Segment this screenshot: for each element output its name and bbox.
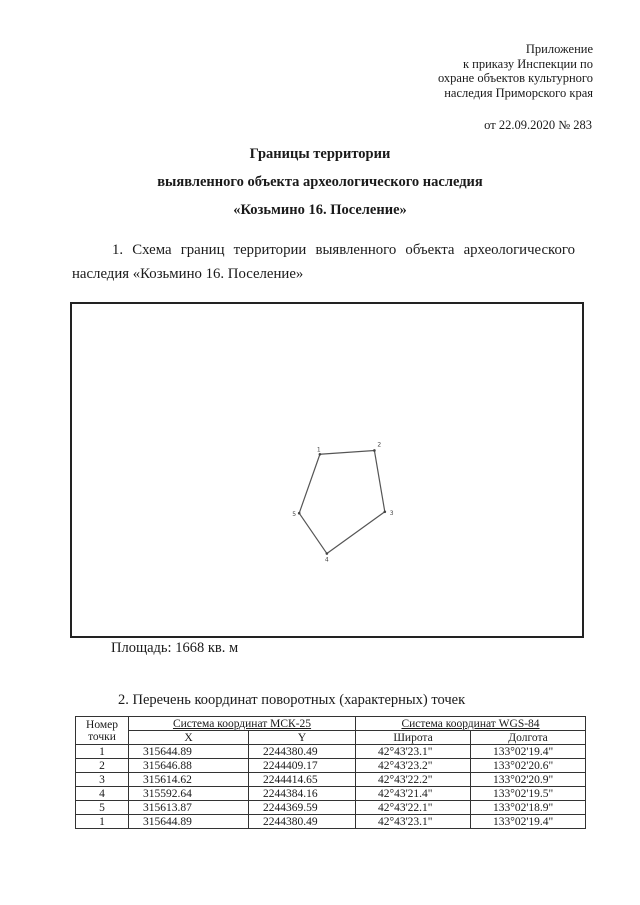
cell-x: 315644.89 <box>129 745 249 759</box>
table-row <box>76 745 586 759</box>
title-line-2: выявленного объекта археологического наследия <box>157 174 483 190</box>
title-line-3: «Козьмино 16. Поселение» <box>233 202 407 218</box>
cell-num: 2 <box>76 759 129 773</box>
boundary-vertex <box>326 552 329 555</box>
cell-y: 2244384.16 <box>249 787 356 801</box>
vertex-label: 3 <box>389 509 394 517</box>
coordinates-table <box>75 716 586 829</box>
wgs-header-label: Система координат WGS-84 <box>401 717 540 730</box>
table-row <box>76 815 586 829</box>
table-row <box>76 773 586 787</box>
header-line: к приказу Инспекции по <box>462 56 593 71</box>
boundary-vertex <box>384 510 387 513</box>
msk-header <box>129 717 356 731</box>
cell-y: 2244409.17 <box>249 759 356 773</box>
section-1-label: 1. Схема границ территории выявленного объекта археологического наследия «Козьмино 16. Поселение» <box>72 242 575 282</box>
cell-x: 315592.64 <box>129 787 249 801</box>
col-x-header: X <box>129 731 249 745</box>
cell-lat: 42°43'21.4" <box>356 787 471 801</box>
cell-lon: 133°02'19.4" <box>471 815 586 829</box>
cell-lon: 133°02'19.4" <box>471 745 586 759</box>
num-header-line-2: точки <box>88 730 116 743</box>
section-1-text <box>72 238 575 286</box>
col-lon-header: Долгота <box>471 731 586 745</box>
table-row <box>76 787 586 801</box>
col-y-header: Y <box>249 731 356 745</box>
boundary-vertex <box>319 453 322 456</box>
cell-lat: 42°43'23.2" <box>356 759 471 773</box>
num-header <box>76 717 129 745</box>
header-line: охране объектов культурного <box>437 71 593 85</box>
cell-x: 315614.62 <box>129 773 249 787</box>
header-line: Приложение <box>525 42 593 56</box>
area-text: Площадь: 1668 кв. м <box>111 640 239 656</box>
cell-num: 1 <box>76 815 129 829</box>
vertex-label: 2 <box>377 441 382 449</box>
cell-lon: 133°02'19.5" <box>471 787 586 801</box>
header-block <box>438 42 593 100</box>
vertex-label: 4 <box>324 556 329 564</box>
cell-num: 4 <box>76 787 129 801</box>
table-row <box>76 759 586 773</box>
order-date: от 22.09.2020 № 283 <box>484 118 592 132</box>
cell-lon: 133°02'18.9" <box>471 801 586 815</box>
cell-y: 2244369.59 <box>249 801 356 815</box>
num-header-line-1: Номер <box>86 718 118 731</box>
boundary-scheme <box>70 302 584 638</box>
boundary-vertex <box>298 512 301 515</box>
cell-x: 315646.88 <box>129 759 249 773</box>
col-lat-header: Широта <box>356 731 471 745</box>
cell-x: 315613.87 <box>129 801 249 815</box>
wgs-header <box>356 717 586 731</box>
cell-lat: 42°43'22.2" <box>356 773 471 787</box>
cell-y: 2244380.49 <box>249 815 356 829</box>
cell-lon: 133°02'20.6" <box>471 759 586 773</box>
cell-num: 1 <box>76 745 129 759</box>
cell-lon: 133°02'20.9" <box>471 773 586 787</box>
cell-y: 2244414.65 <box>249 773 356 787</box>
header-line: наследия Приморского края <box>444 85 593 100</box>
boundary-polygon <box>299 450 385 553</box>
cell-y: 2244380.49 <box>249 745 356 759</box>
table-row <box>76 801 586 815</box>
msk-header-label: Система координат МСК-25 <box>172 717 312 730</box>
cell-x: 315644.89 <box>129 815 249 829</box>
cell-num: 5 <box>76 801 129 815</box>
cell-lat: 42°43'22.1" <box>356 801 471 815</box>
section-2-title: 2. Перечень координат поворотных (характерных) точек <box>118 692 466 708</box>
cell-num: 3 <box>76 773 129 787</box>
boundary-scheme-svg <box>72 304 582 636</box>
cell-lat: 42°43'23.1" <box>356 815 471 829</box>
vertex-label: 1 <box>316 446 321 454</box>
cell-lat: 42°43'23.1" <box>356 745 471 759</box>
vertex-label: 5 <box>292 511 297 519</box>
boundary-vertex <box>373 449 376 452</box>
title-line-1: Границы территории <box>249 146 391 162</box>
